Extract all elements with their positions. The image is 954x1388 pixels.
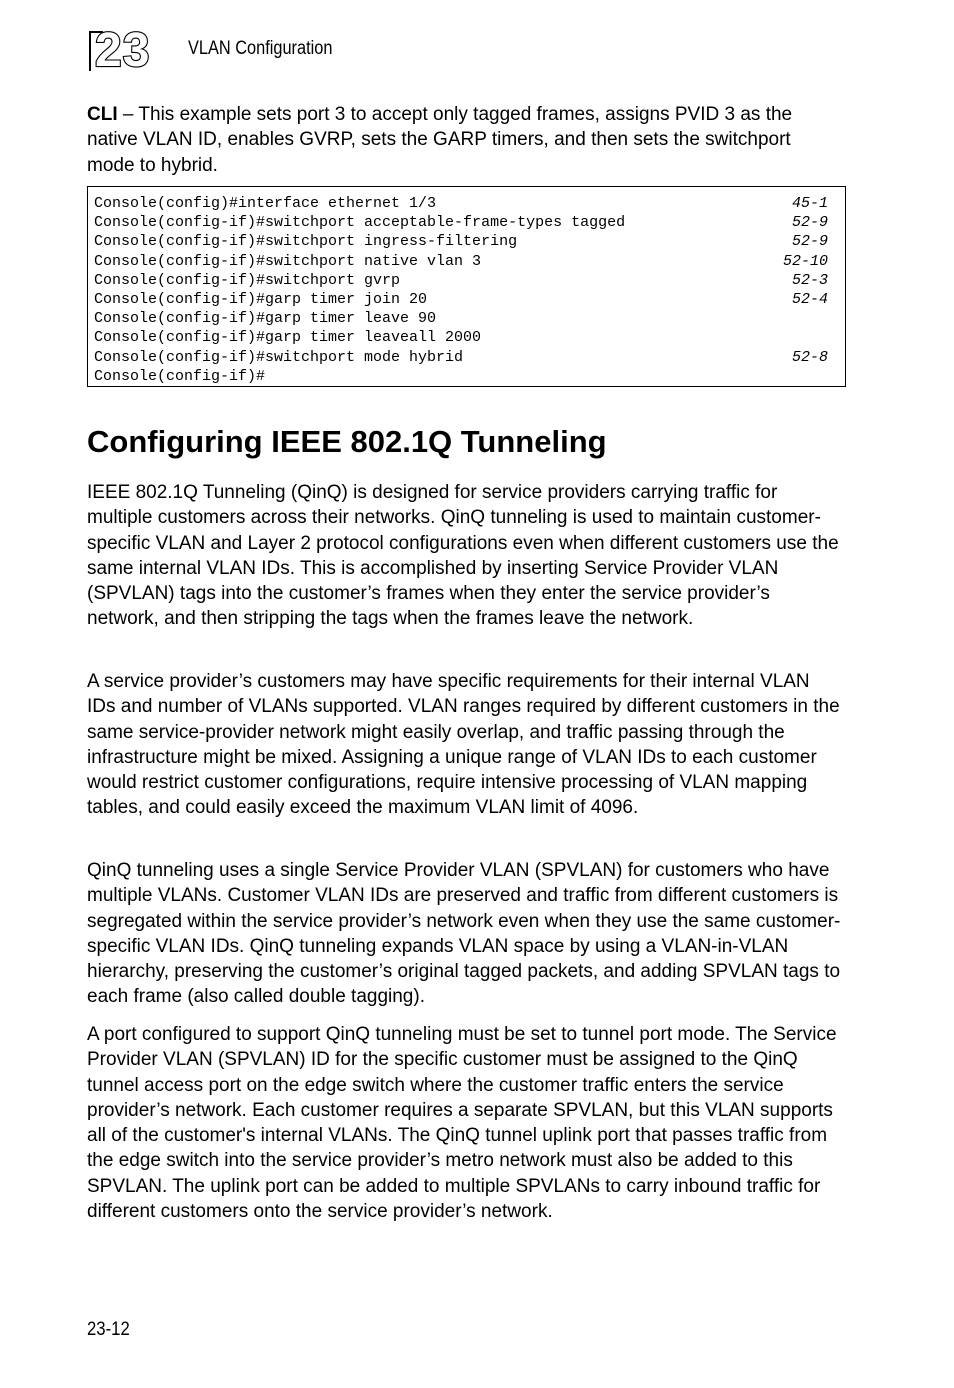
page-number: 23-12: [87, 1319, 130, 1340]
cli-example-box: [87, 186, 846, 387]
code-command: Console(config-if)#switchport gvrp: [94, 271, 401, 289]
body-paragraph-2: A service provider’s customers may have specific requirements for their internal VLAN IDs and number of VLANs supported. VLAN ranges required by different customers in the same service-provider network might easily overlap, and traffic passing through the infrastructure might be mixed. Assigning a unique range of VLAN IDs to each customer would restrict customer configurations, require intensive processing of VLAN mapping tables, and could easily exceed the maximum VLAN limit of 4096.: [87, 671, 840, 819]
chapter-bracket-left: [89, 31, 91, 71]
code-page-ref: 52-10: [782, 252, 828, 270]
code-page-ref: 52-9: [791, 214, 828, 232]
body-paragraph-4: A port configured to support QinQ tunneling must be set to tunnel port mode. The Service Provider VLAN (SPVLAN) ID for the specific customer must be assigned to the QinQ tunnel access port on the edge switch where the customer traffic enters the service provider’s network. Each customer requires a separate SPVLAN, but this VLAN supports all of the customer's internal VLANs. The QinQ tunnel uplink port that passes traffic from the edge switch into the service provider’s metro network must also be added to this SPVLAN. The uplink port can be added to multiple SPVLANs to carry inbound traffic for different customers onto the service provider’s network.: [87, 1024, 837, 1223]
code-command: Console(config-if)#switchport ingress-filtering: [94, 233, 518, 251]
code-page-ref: 52-4: [791, 290, 828, 308]
code-command: Console(config)#interface ethernet 1/3: [94, 195, 437, 212]
code-page-ref: 52-3: [791, 271, 828, 289]
code-line: [88, 290, 845, 309]
code-page-ref: 45-1: [791, 195, 828, 212]
code-page-ref: 52-8: [791, 348, 828, 366]
intro-paragraph: [87, 102, 843, 178]
code-command: Console(config-if)#garp timer leave 90: [94, 310, 437, 328]
code-page-ref: 52-9: [791, 233, 828, 251]
code-line: [88, 271, 845, 290]
code-command: Console(config-if)#switchport mode hybrid: [94, 348, 464, 366]
code-line: [88, 232, 845, 251]
chapter-number: 23: [95, 24, 151, 77]
body-paragraph-1: IEEE 802.1Q Tunneling (QinQ) is designed for service providers carrying traffic for multiple customers across their networks. QinQ tunneling is used to maintain customer-specific VLAN and Layer 2 protocol configurations even when different customers use the same internal VLAN IDs. This is accomplished by inserting Service Provider VLAN (SPVLAN) tags into the customer’s frames when they enter the service provider’s network, and then stripping the tags when the frames leave the network.: [87, 482, 839, 630]
code-line: [88, 328, 845, 347]
intro-lead: CLI: [87, 104, 118, 125]
code-line: [88, 348, 845, 367]
code-command: Console(config-if)#switchport acceptable-frame-types tagged: [94, 214, 626, 232]
intro-text: – This example sets port 3 to accept only tagged frames, assigns PVID 3 as the native VLAN ID, enables GVRP, sets the GARP timers, and then sets the switchport mode to hybrid.: [87, 104, 793, 176]
section-heading: Configuring IEEE 802.1Q Tunneling: [87, 424, 607, 459]
code-command: Console(config-if)#: [94, 367, 266, 385]
code-line: [88, 309, 845, 328]
code-command: Console(config-if)#garp timer join 20: [94, 290, 428, 308]
body-paragraph-3: QinQ tunneling uses a single Service Provider VLAN (SPVLAN) for customers who have multiple VLANs. Customer VLAN IDs are preserved and traffic from different customers is segregated within the service provider’s network even when they use the same customer-specific VLAN IDs. QinQ tunneling expands VLAN space by using a VLAN-in-VLAN hierarchy, preserving the customer’s original tagged packets, and adding SPVLAN tags to each frame (also called double tagging).: [87, 860, 841, 1008]
code-line: [88, 194, 845, 213]
chapter-number-box: [89, 24, 165, 77]
code-line: [88, 252, 845, 271]
code-line: [88, 367, 845, 386]
code-line: [88, 213, 845, 232]
chapter-title: VLAN Configuration: [188, 38, 333, 59]
code-command: Console(config-if)#garp timer leaveall 2000: [94, 329, 482, 347]
code-command: Console(config-if)#switchport native vlan 3: [94, 252, 482, 270]
